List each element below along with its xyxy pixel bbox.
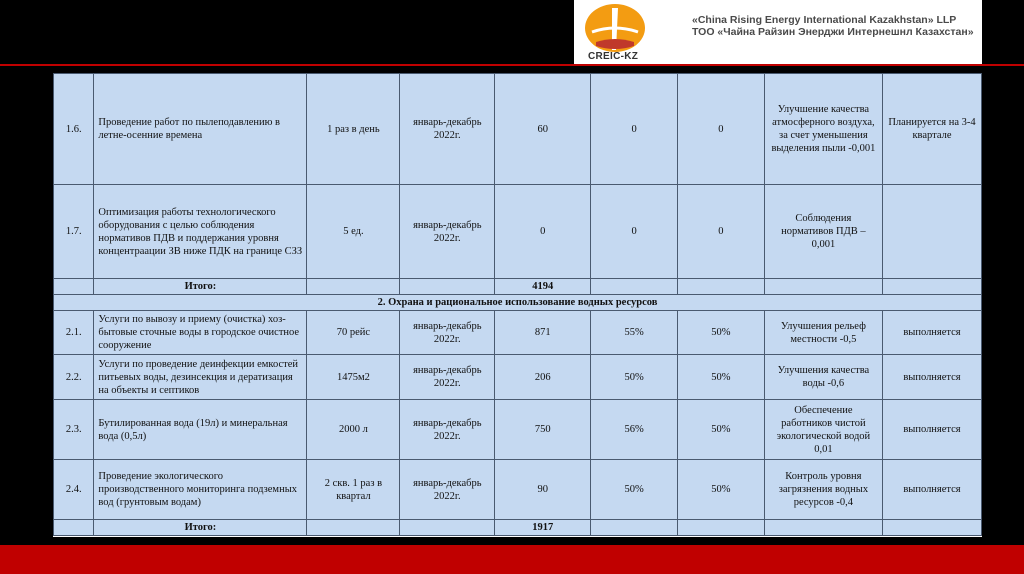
- table-row: [54, 74, 982, 185]
- measure-description: Услуги по проведение деинфекции емкостей питьевых воды, дезинсекция и дератизация на объекты и септиков: [94, 355, 307, 400]
- col7-cell: 0: [678, 185, 765, 279]
- cost-cell: 750: [495, 400, 591, 460]
- effect-cell: Улучшения рельеф местности -0,5: [764, 311, 882, 355]
- cost-cell: 0: [495, 185, 591, 279]
- cost-cell: 206: [495, 355, 591, 400]
- cost-cell: 871: [495, 311, 591, 355]
- status-cell: выполняется: [882, 400, 981, 460]
- creic-logo-icon: [582, 2, 648, 54]
- col7-cell: 50%: [678, 311, 765, 355]
- status-cell: выполняется: [882, 311, 981, 355]
- period-cell: январь-декабрь 2022г.: [400, 355, 495, 400]
- volume-cell: 2000 л: [307, 400, 400, 460]
- effect-cell: Контроль уровня загрязнения водных ресурсов -0,4: [764, 460, 882, 520]
- volume-cell: 1475м2: [307, 355, 400, 400]
- measure-description: Проведение работ по пылеподавлению в летне-осенние времена: [94, 74, 307, 185]
- volume-cell: 5 ед.: [307, 185, 400, 279]
- row-number: 2.1.: [54, 311, 94, 355]
- row-number: 1.6.: [54, 74, 94, 185]
- period-cell: январь-декабрь 2022г.: [400, 400, 495, 460]
- effect-cell: Соблюдения нормативов ПДВ – 0,001: [764, 185, 882, 279]
- total-row: [54, 520, 982, 536]
- col6-cell: 50%: [591, 460, 678, 520]
- table-row: [54, 311, 982, 355]
- measure-description: Бутилированная вода (19л) и минеральная вода (0,5л): [94, 400, 307, 460]
- col6-cell: 50%: [591, 355, 678, 400]
- company-name: [692, 14, 982, 38]
- col7-cell: 0: [678, 74, 765, 185]
- col6-cell: 55%: [591, 311, 678, 355]
- environment-plan-table: [53, 73, 982, 536]
- period-cell: январь-декабрь 2022г.: [400, 311, 495, 355]
- measure-description: Проведение экологического производственного мониторинга подземных вод (грунтовым водам): [94, 460, 307, 520]
- table-row: [54, 400, 982, 460]
- status-cell: Планируется на 3-4 квартале: [882, 74, 981, 185]
- section-title: 2. Охрана и рациональное использование водных ресурсов: [54, 295, 982, 311]
- volume-cell: 2 скв. 1 раз в квартал: [307, 460, 400, 520]
- total-label: Итого:: [94, 279, 307, 295]
- table-row: [54, 185, 982, 279]
- cost-cell: 90: [495, 460, 591, 520]
- measure-description: Услуги по вывозу и приему (очистка) хоз-бытовые сточные воды в городское очистное сооружение: [94, 311, 307, 355]
- footer-bar: [0, 545, 1024, 574]
- table-row: [54, 460, 982, 520]
- status-cell: выполняется: [882, 355, 981, 400]
- col6-cell: 0: [591, 74, 678, 185]
- total-row: [54, 279, 982, 295]
- col7-cell: 50%: [678, 400, 765, 460]
- section-header-row: [54, 295, 982, 311]
- header-divider: [0, 64, 1024, 66]
- col6-cell: 0: [591, 185, 678, 279]
- effect-cell: Обеспечение работников чистой экологической водой 0,01: [764, 400, 882, 460]
- period-cell: январь-декабрь 2022г.: [400, 74, 495, 185]
- total-value: 4194: [495, 279, 591, 295]
- company-name-en: «China Rising Energy International Kazakhstan» LLP: [692, 14, 957, 26]
- effect-cell: Улучшение качества атмосферного воздуха, за счет уменьшения выделения пыли -0,001: [764, 74, 882, 185]
- period-cell: январь-декабрь 2022г.: [400, 460, 495, 520]
- measure-description: Оптимизация работы технологического оборудования с целью соблюдения нормативов ПДВ и поддержания уровня концентраации ЗВ ниже ПДК на границе СЗЗ: [94, 185, 307, 279]
- total-label: Итого:: [94, 520, 307, 536]
- row-number: 1.7.: [54, 185, 94, 279]
- table-row: [54, 355, 982, 400]
- col7-cell: 50%: [678, 355, 765, 400]
- row-number: 2.3.: [54, 400, 94, 460]
- status-cell: выполняется: [882, 460, 981, 520]
- row-number: 2.4.: [54, 460, 94, 520]
- company-name-ru: ТОО «Чайна Райзин Энерджи Интернешнл Казахстан»: [692, 26, 974, 38]
- logo-text: CREIC-KZ: [588, 51, 639, 62]
- table-panel: [52, 72, 983, 538]
- total-value: 1917: [495, 520, 591, 536]
- col6-cell: 56%: [591, 400, 678, 460]
- volume-cell: 70 рейс: [307, 311, 400, 355]
- period-cell: январь-декабрь 2022г.: [400, 185, 495, 279]
- status-cell: [882, 185, 981, 279]
- col7-cell: 50%: [678, 460, 765, 520]
- effect-cell: Улучшения качества воды -0,6: [764, 355, 882, 400]
- row-number: 2.2.: [54, 355, 94, 400]
- cost-cell: 60: [495, 74, 591, 185]
- company-logo-header: [574, 0, 982, 64]
- volume-cell: 1 раз в день: [307, 74, 400, 185]
